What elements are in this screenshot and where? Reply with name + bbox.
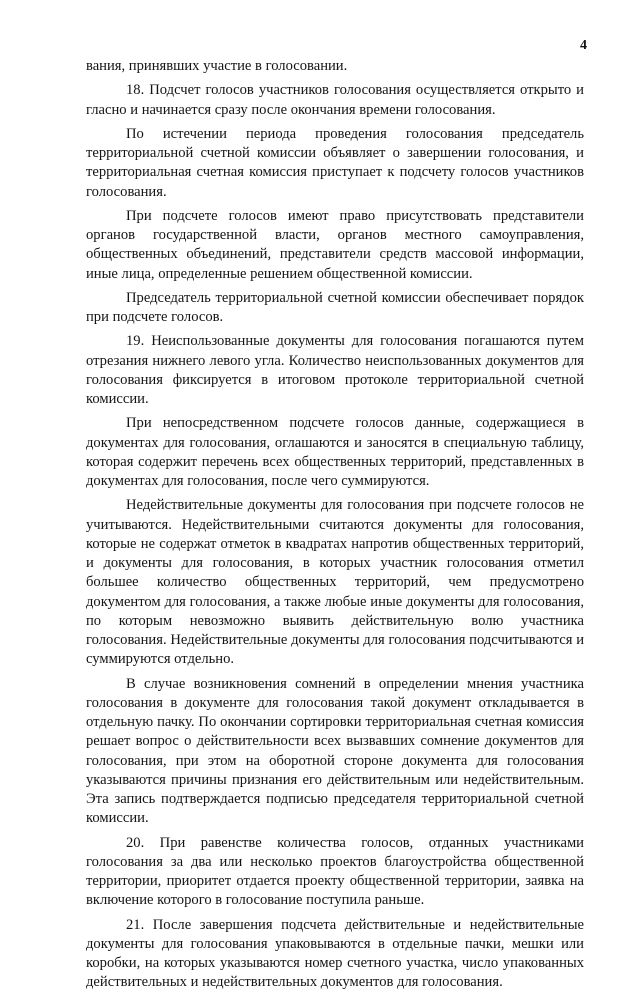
paragraph-observers: При подсчете голосов имеют право присутствовать представители органов государственной власти, органов местного самоуправления, общественных объединений, представители средств массовой информации, иные лица, определенные решением общественной комиссии. (86, 207, 584, 282)
paragraph-21-packing: 21. После завершения подсчета действительные и недействительные документы для голосования упаковываются в отдельные пачки, мешки или коробки, на которых указываются номер счетного участка, число упакованных действительных и недействительных документов для голосования. (86, 916, 584, 991)
paragraph-18-count-procedure: 18. Подсчет голосов участников голосования осуществляется открыто и гласно и начинается сразу после окончания времени голосования. (86, 82, 584, 118)
paragraph-19-unused-documents: 19. Неиспользованные документы для голосования погашаются путем отрезания нижнего левого угла. Количество неиспользованных документов для голосования фиксируется в итоговом протоколе территориальной счетной комиссии. (86, 333, 584, 407)
paragraph-continuation: вания, принявших участие в голосовании. (86, 58, 348, 74)
paragraph-direct-count: При непосредственном подсчете голосов данные, содержащиеся в документах для голосования, оглашаются и заносятся в специальную таблицу, которая содержит перечень всех общественных территорий, представленных в документах для голосования, после чего суммируются. (86, 415, 584, 489)
paragraph-20-tie-rule: 20. При равенстве количества голосов, отданных участниками голосования за два или несколько проектов благоустройства общественной территории, приоритет отдается проекту общественной территории, заявка на включение которого в голосование поступила раньше. (86, 834, 584, 909)
document-body (86, 57, 584, 998)
paragraph-chair-order: Председатель территориальной счетной комиссии обеспечивает порядок при подсчете голосов. (86, 289, 584, 325)
paragraph-end-of-voting: По истечении периода проведения голосования председатель территориальной счетной комиссии объявляет о завершении голосования, и территориальная счетная комиссия приступает к подсчету голосов участников голосования. (86, 125, 584, 200)
page-number: 4 (580, 38, 587, 53)
paragraph-invalid-documents: Недействительные документы для голосования при подсчете голосов не учитываются. Недействительными считаются документы для голосования, которые не содержат отметок в квадратах напротив общественных территорий, и документы для голосования, в которых участник голосования отметил большее количество общественных территорий, чем предусмотрено документом для голосования, а также любые иные документы для голосования, по которым невозможно выявить действительную волю участника голосования. Недействительные документы для голосования подсчитываются и суммируются отдельно. (86, 497, 584, 668)
paragraph-doubtful-documents: В случае возникновения сомнений в определении мнения участника голосования в документе для голосования такой документ откладывается в отдельную пачку. По окончании сортировки территориальная счетная комиссия решает вопрос о действительности всех вызвавших сомнение документов для голосования, при этом на оборотной стороне документа для голосования указываются причины признания его действительным или недействительным. Эта запись подтверждается подписью председателя территориальной счетной комиссии. (86, 675, 584, 827)
